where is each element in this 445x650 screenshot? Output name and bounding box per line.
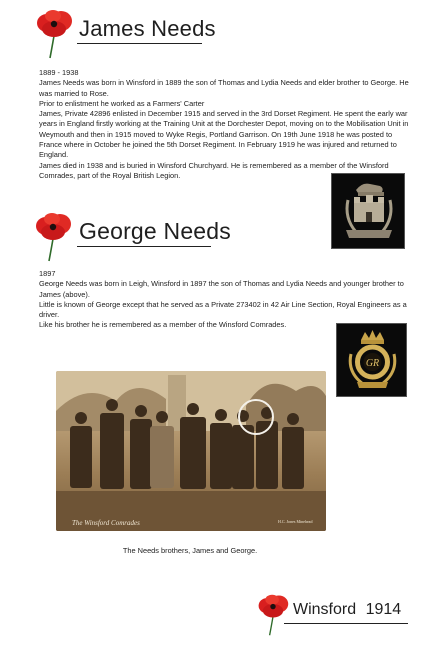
james-biography bbox=[39, 68, 411, 181]
badge-cipher: GR bbox=[365, 358, 380, 369]
dorset-regiment-badge bbox=[331, 173, 405, 249]
photographer-mark: H.C. Jones Minehead bbox=[278, 519, 313, 524]
george-paragraph: Little is known of George except that he served as a Private 273402 in 42 Air Line Section, Royal Engineers as a driver. bbox=[39, 299, 407, 320]
poppy-icon bbox=[256, 593, 290, 637]
george-biography bbox=[39, 269, 411, 331]
photo-caption: The Needs brothers, James and George. bbox=[122, 546, 258, 555]
james-paragraph: Prior to enlistment he worked as a Farmers' Carter bbox=[39, 98, 205, 108]
george-dates: 1897 bbox=[39, 269, 56, 278]
james-dates: 1889 - 1938 bbox=[39, 68, 79, 77]
photo-inscription: The Winsford Comrades bbox=[72, 519, 140, 527]
james-paragraph: James Needs was born in Winsford in 1889 the son of Thomas and Lydia Needs and elder brother to George. He was married to Rose. bbox=[39, 78, 409, 98]
page-title-james: James Needs bbox=[79, 16, 216, 41]
footer-title: Winsford 1914 bbox=[293, 601, 402, 618]
title-underline bbox=[77, 246, 211, 247]
historic-group-photo bbox=[56, 371, 326, 531]
george-paragraph: Like his brother he is remembered as a member of the Winsford Comrades. bbox=[39, 320, 287, 330]
title-underline bbox=[77, 43, 202, 44]
george-paragraph: George Needs was born in Leigh, Winsford in 1897 the son of Thomas and Lydia Needs and younger brother to James (above). bbox=[39, 279, 404, 299]
footer-underline bbox=[284, 623, 408, 624]
poppy-icon bbox=[34, 8, 74, 60]
poppy-icon bbox=[33, 211, 73, 263]
james-paragraph: James died in 1938 and is buried in Winsford Churchyard. He is remembered as a member of the Winsford Comrades, part of the Royal British Legion. bbox=[39, 160, 389, 180]
james-paragraph: James, Private 42896 enlisted in December 1915 and served in the 3rd Dorset Regiment. He spent the early war years in England firstly working at the Training Unit at the Dorchester Depot, moving on to the Mobilisation Unit in Weymouth and then in 1915 moved to Wyke Regis, Portland Garrison. On 19th June 1918 he was posted to France where in October he joined the 5th Dorset Regiment. In February 1919 he was injured and returned to England. bbox=[39, 109, 409, 160]
section-title-george: George Needs bbox=[79, 218, 231, 244]
royal-engineers-badge bbox=[336, 323, 407, 397]
